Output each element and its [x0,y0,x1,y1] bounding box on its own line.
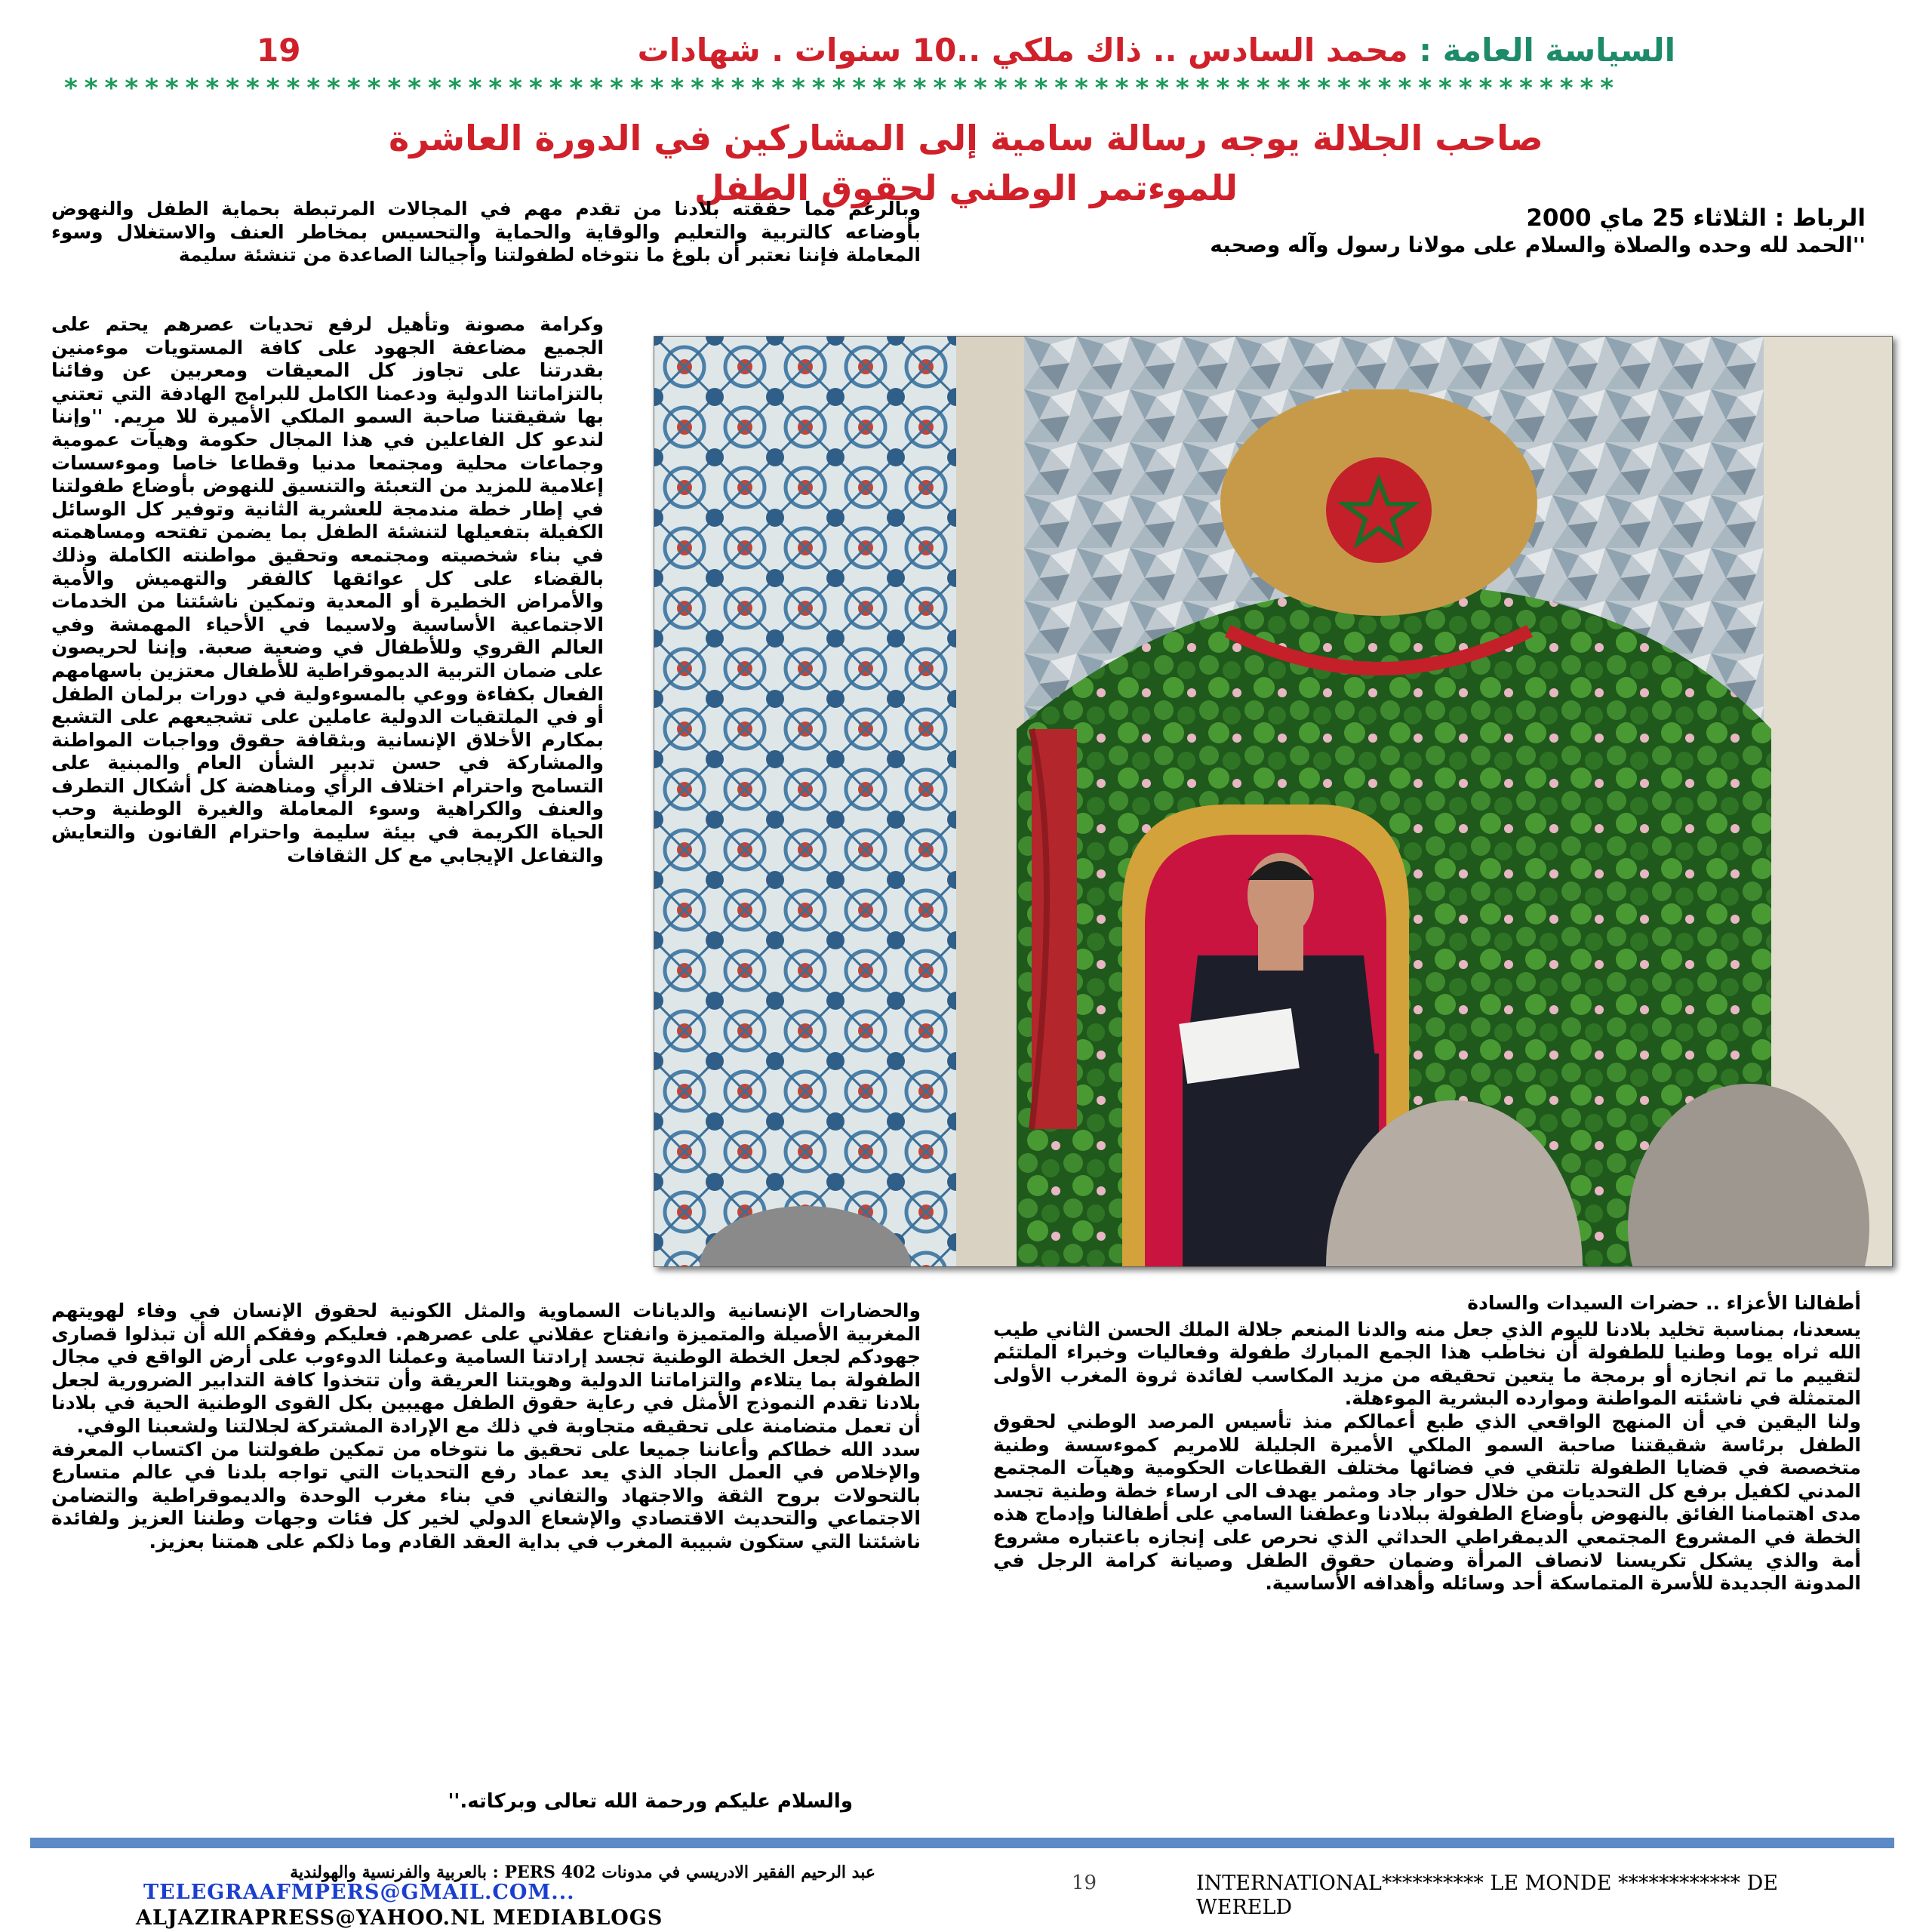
footer-email-gmail[interactable]: TELEGRAAFMPERS@GMAIL.COM... [143,1881,575,1904]
footer-page-number: 19 [1072,1872,1097,1894]
closing-line: والسلام عليكم ورحمة الله تعالى وبركاته.'' [448,1790,853,1813]
paragraph: يسعدنا، بمناسبة تخليد بلادنا لليوم الذي جعل منه والدنا المنعم جلالة الملك الحسن الثاني طيب الله ثراه يوما وطنيا للطفولة أن نخاطب هذا الجمع المبارك طفولة وفعاليات وخبراء الملتئم لتقييم ما تم انجازه أو برمجة ما يتعين تحقيقه من مزيد المكاسب لفائدة ثروة المغرب الأولى المتمثلة في ناشئته المواطنة وموارده البشرية الموءهلة. [993,1318,1861,1410]
left-column-top [51,198,921,267]
footer-divider [30,1838,1894,1848]
footer-email-yahoo[interactable]: ALJAZIRAPRESS@YAHOO.NL MEDIABLOGS [136,1906,663,1930]
paragraph: سدد الله خطاكم وأعاننا جميعا على تحقيق ما نتوخاه من تمكين طفولتنا من اكتساب المعرفة والإخلاص في العمل الجاد الذي يعد عماد رفع التحديات التي تواجه بلدنا في عالم متسارع بالتحولات بروح الثقة والاجتهاد والتفاني في بناء مغرب الوحدة والديموقراطية والتضامن الاجتماعي والتحديث الاقتصادي والإشعاع الدولي لخير كل فئات وجهات وطننا العزيز ولفائدة ناشئتنا التي ستكون شبيبة المغرب في بداية العقد القادم وما ذلكم على همتنا بعزيز. [51,1438,921,1552]
star-divider: ***************************************************************************** [64,75,1621,101]
series-title: محمد السادس .. ذاك ملكي ..10 سنوات . شهادات [637,32,1420,69]
address-line: أطفالنا الأعزاء .. حضرات السيدات والسادة [1467,1292,1861,1314]
section-label: السياسة العامة : [1419,32,1675,69]
paragraph: وبالرغم مما حققته بلادنا من تقدم مهم في المجالات المرتبطة بحماية الطفل والنهوض بأوضاعه كالتربية والتعليم والوقاية والحماية والتحسيس بمخاطر العنف والاستغلال وسوء المعاملة فإننا نعتبر أن بلوغ ما نتوخاه لطفولتنا وأجيالنا الصاعدة من تنشئة سليمة [51,198,921,266]
paragraph: والحضارات الإنسانية والديانات السماوية والمثل الكونية لحقوق الإنسان في وفاء لهويتهم المغربية الأصيلة والمتميزة وانفتاح عقلاني على عصرهم. فعليكم وفقكم الله أن تبذلوا قصارى جهودكم لجعل الخطة الوطنية تجسد إرادتنا السامية وعملنا الدوءوب على أرض الواقع في مجال الطفولة بما يتلاءم والتزاماتنا الدولية وهويتنا العريقة وأن تتخذوا كافة التدابير الضرورية لجعل بلادنا تقدم النموذج الأمثل في رعاية حقوق الطفل مهيبين بكل القوى الوطنية الحية في بلادنا أن تعمل متضامنة على تحقيقه متجاوبة في ذلك مع الإرادة المشتركة لجلالتنا ولشعبنا الوفي. [51,1300,921,1437]
photo-illustration [654,337,1892,1266]
opening-salutation: ''الحمد لله وحده والصلاة والسلام على مولانا رسول وآله وصحبه [1210,232,1866,257]
paragraph: وكرامة مصونة وتأهيل لرفع تحديات عصرهم يحتم على الجميع مضاعفة الجهود على كافة المستويات موءمنين بقدرتنا على تجاوز كل المعيقات ومعربين عن وفائنا بالتزاماتنا الدولية ودعمنا الكامل للبرامج الهادفة التي تعتني بها شقيقتنا صاحبة السمو الملكي الأميرة للا مريم. ''وإننا لندعو كل الفاعلين في هذا المجال حكومة وهيآت عمومية وجماعات محلية ومجتمعا مدنيا وقطاعا خاصا وموءسسات إعلامية للمزيد من التعبئة والتنسيق للنهوض بأوضاع طفولتنا في إطار خطة مندمجة للعشرية الثانية وتوفير كل الوسائل الكفيلة بتفعيلها لتنشئة الطفل بما يضمن تفتحه ومساهمته في بناء شخصيته ومجتمعه وتحقيق مواطنته الكاملة وذلك بالقضاء على كل عوائقها كالفقر والتهميش والأمية والأمراض الخطيرة أو المعدية وتمكين ناشئتنا من الخدمات الاجتماعية الأساسية ولاسيما في الأحياء المهمشة وفي العالم القروي وللأطفال في وضعية صعبة. وإننا لحريصون على ضمان التربية الديموقراطية للأطفال معتزين باسهامهم الفعال بكفاءة ووعي بالمسوءولية في دورات برلمان الطفل أو في الملتقيات الدولية عاملين على تشجيعهم على التشبع بمكارم الأخلاق الإنسانية وبثقافة حقوق وواجبات المواطنة والمشاركة في حسن تدبير الشأن العام والمبنية على التسامح واحترام اختلاف الرأي ومناهضة كل أشكال التطرف والعنف والكراهية وسوء المعاملة والغيرة الوطنية وحب الحياة الكريمة في بيئة سليمة واحترام القانون والتعايش والتفاعل الإيجابي مع كل الثقافات [51,313,604,866]
article-opening [989,204,1866,258]
headline-line-2: للموءتمر الوطني لحقوق الطفل [694,168,1238,208]
left-column-middle [51,313,604,867]
left-column-bottom [51,1300,921,1554]
paragraph: ولنا اليقين في أن المنهج الواقعي الذي طبع أعمالكم منذ تأسيس المرصد الوطني لحقوق الطفل برئاسة شقيقتنا صاحبة السمو الملكي الأميرة الجليلة للامريم كموءسسة وطنية متخصصة في قضايا الطفولة تلتقي في فضائها مختلف القطاعات الحكومية وهيآت المجتمع المدني لكفيل برفع كل التحديات من خلال حوار جاد ومثمر يهدف الى ارساء خطة وطنية تجسد مدى اهتمامنا الفائق بالنهوض بأوضاع الطفولة ببلادنا وعطفنا السامي على أطفالنا وإدماج هذه الخطة في المشروع المجتمعي الديمقراطي الحداثي الذي نحرص على إنجازه باعتباره مشروع أمة والذي يشكل تكريسنا لانصاف المرأة وضمان حقوق الطفل وصيانة كرامة الرجل في المدونة الجديدة للأسرة المتماسكة أحد وسائله وأهدافه الأساسية. [993,1410,1861,1595]
footer-brand: INTERNATIONAL********** LE MONDE ************ DE WERELD [1196,1872,1778,1919]
header-page-number: 19 [257,32,301,69]
dateline: الرباط : الثلاثاء 25 ماي 2000 [1526,205,1866,232]
footer-author: عبد الرحيم الفقير الادريسي في مدونات PERS 402 : بالعربية والفرنسية والهولندية [290,1863,875,1882]
headline-line-1: صاحب الجلالة يوجه رسالة سامية إلى المشاركين في الدورة العاشرة [389,118,1543,158]
right-column-bottom [993,1292,1861,1595]
header-title [638,32,1675,69]
king-speech-photo [654,336,1893,1267]
